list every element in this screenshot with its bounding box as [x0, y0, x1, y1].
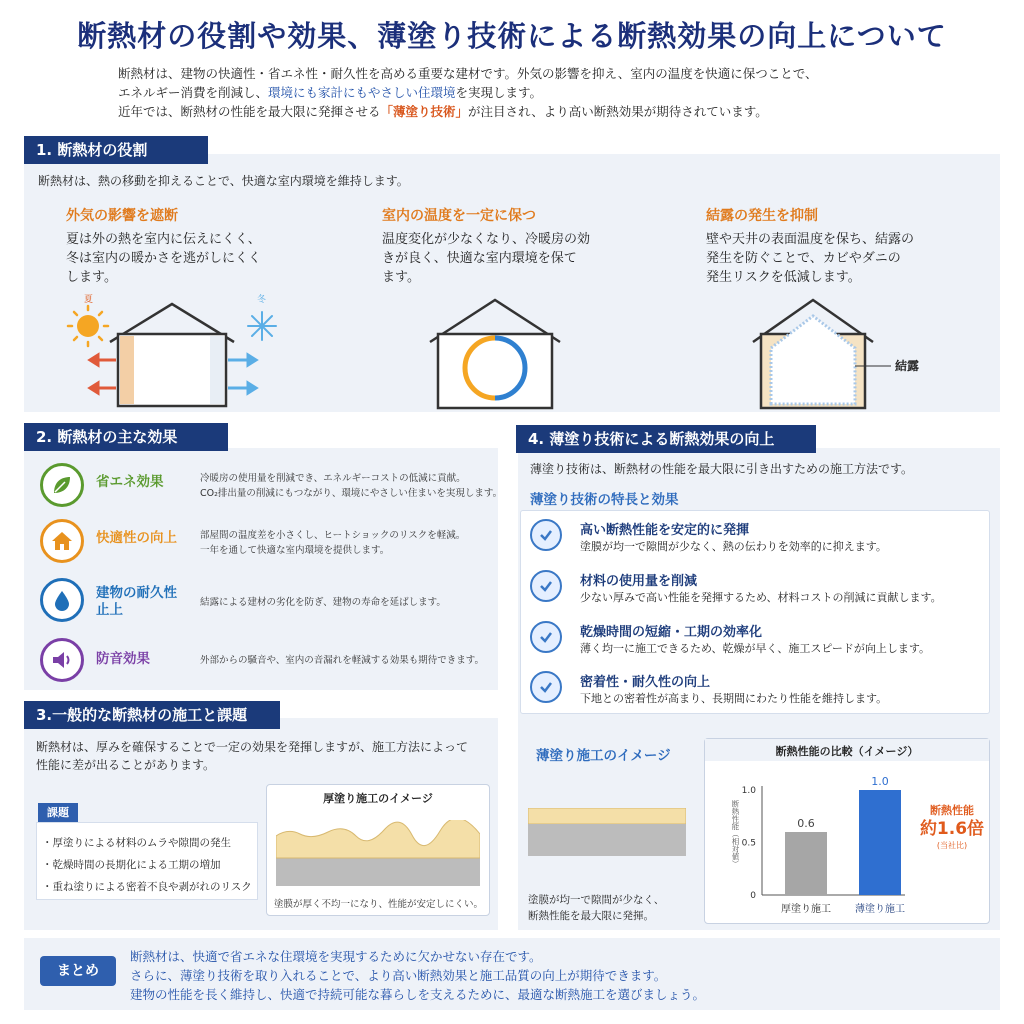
- intro-line-1: 断熱材は、建物の快適性・省エネ性・耐久性を高める重要な建材です。外気の影響を抑え、室内の温度を快適に保つことで、: [118, 66, 818, 81]
- thin-coat-caption: [528, 892, 664, 924]
- effect-2-desc: [200, 528, 465, 558]
- role-2-line: ます。: [382, 270, 420, 285]
- effect-1-desc-line: CO₂排出量の削減にもつながり、環境にやさしい住まいを実現します。: [200, 488, 503, 499]
- data-label: 1.0: [871, 775, 889, 788]
- ratio-label: 断熱性能: [930, 804, 974, 817]
- section-4-heading: 4. 薄塗り技術による断熱効果の向上: [516, 425, 816, 453]
- bar: [785, 832, 827, 895]
- role-3-title: 結露の発生を抑制: [706, 208, 818, 224]
- cold-arrows-right: [228, 355, 256, 393]
- effect-3-name-line: 止上: [96, 602, 123, 618]
- summary-text: [130, 947, 705, 1004]
- intro-highlight-env: 環境にも家計にもやさしい住環境: [268, 85, 456, 100]
- chart-y-axis-label: 断熱性能（相対値）: [731, 800, 740, 868]
- winter-label: 冬: [257, 295, 267, 305]
- bar: [859, 790, 901, 895]
- role-3-text: [706, 230, 914, 287]
- thick-coat-diagram: [276, 820, 480, 886]
- page-title: 断熱材の役割や効果、薄塗り技術による断熱効果の向上について: [77, 19, 947, 53]
- speaker-icon: [40, 638, 84, 682]
- role-1-line: 夏は外の熱を室内に伝えにくく、: [66, 232, 261, 247]
- effect-3-name-line: 建物の耐久性: [96, 585, 177, 601]
- intro-line-3c: が注目され、より高い断熱効果が期待されています。: [468, 104, 768, 119]
- thin-coat-caption-line: 塗膜が均一で隙間が少なく、: [528, 894, 665, 906]
- thick-coat-image-title: 厚塗り施工のイメージ: [323, 792, 433, 805]
- features-title: 薄塗り技術の特長と効果: [530, 492, 679, 508]
- comparison-bar-chart: [740, 770, 910, 920]
- ratio-value: 約1.6倍: [919, 819, 985, 839]
- role-2-line: きが良く、快適な室内環境を保て: [382, 251, 577, 266]
- feature-1-title: 高い断熱性能を安定的に発揮: [580, 523, 750, 538]
- role-1-text: [66, 230, 261, 287]
- intro-line-2: [118, 83, 918, 102]
- effect-3-name: [96, 585, 177, 619]
- category-label: 薄塗り施工: [855, 904, 905, 915]
- issue-tag: 課題: [38, 803, 78, 823]
- heat-arrows-left: [90, 355, 116, 393]
- house-condensation-illustration: [745, 296, 945, 410]
- water-drop-icon: [40, 578, 84, 622]
- section-2-heading: 2. 断熱材の主な効果: [24, 423, 228, 451]
- feature-3-desc: 薄く均一に施工できるため、乾燥が早く、施工スピードが向上します。: [580, 642, 931, 655]
- role-2-text: [382, 230, 590, 287]
- effect-1-desc: [200, 471, 502, 501]
- intro-line-2a: エネルギー消費を削減し、: [118, 85, 269, 100]
- section-4-lead: 薄塗り技術は、断熱材の性能を最大限に引き出すための施工方法です。: [530, 462, 914, 476]
- section-1-lead: 断熱材は、熱の移動を抑えることで、快適な室内環境を維持します。: [38, 174, 409, 188]
- issue-item: ・乾燥時間の長期化による工期の増加: [42, 859, 221, 871]
- y-tick-label: 0: [750, 891, 756, 901]
- house-insulation-illustration: [60, 290, 280, 410]
- issue-list: [42, 832, 252, 898]
- summary-line: さらに、薄塗り技術を取り入れることで、より高い断熱効果と施工品質の向上が期待できます。: [130, 968, 667, 983]
- intro-text: [118, 64, 918, 121]
- section-3-lead-line: 性能に差が出ることがあります。: [36, 758, 216, 772]
- data-label: 0.6: [797, 817, 815, 830]
- summary-line: 断熱材は、快適で省エネな住環境を実現するために欠かせない存在です。: [130, 949, 542, 964]
- check-icon: [530, 671, 562, 703]
- role-1-line: します。: [66, 270, 117, 285]
- effect-3-desc: 結露による建材の劣化を防ぎ、建物の寿命を延ばします。: [200, 597, 446, 608]
- ratio-note: (当社比): [936, 841, 968, 850]
- snowflake-icon: [248, 312, 276, 340]
- feature-4-title: 密着性・耐久性の向上: [580, 675, 711, 690]
- feature-4-desc: 下地との密着性が高まり、長期間にわたり性能を維持します。: [580, 692, 888, 705]
- role-2-line: 温度変化が少なくなり、冷暖房の効: [382, 232, 591, 247]
- feature-1-desc: 塗膜が均一で隙間が少なく、熱の伝わりを効率的に抑えます。: [580, 540, 887, 553]
- feature-3-title: 乾燥時間の短縮・工期の効率化: [580, 625, 763, 640]
- intro-line-3: [118, 102, 918, 121]
- check-icon: [530, 519, 562, 551]
- thin-coat-caption-line: 断熱性能を最大限に発揮。: [528, 910, 654, 922]
- thin-coat-diagram: [528, 808, 686, 856]
- home-icon: [40, 519, 84, 563]
- summary-tag: まとめ: [40, 956, 116, 986]
- check-icon: [530, 621, 562, 653]
- intro-line-3a: 近年では、断熱材の性能を最大限に発揮させる: [118, 104, 381, 119]
- y-tick-label: 1.0: [741, 786, 756, 796]
- summary-line: 建物の性能を長く維持し、快適で持続可能な暮らしを支えるために、最適な断熱施工を選びましょう。: [130, 987, 706, 1002]
- effect-2-desc-line: 部屋間の温度差を小さくし、ヒートショックのリスクを軽減。: [200, 530, 466, 541]
- effect-4-desc: 外部からの騒音や、室内の音漏れを軽減する効果も期待できます。: [200, 655, 485, 666]
- role-2-title: 室内の温度を一定に保つ: [382, 208, 536, 224]
- y-tick-label: 0.5: [741, 838, 756, 849]
- summer-label: 夏: [84, 295, 94, 305]
- comparison-title: 断熱性能の比較（イメージ）: [775, 745, 919, 758]
- effect-2-name: 快適性の向上: [96, 530, 177, 546]
- role-1-line: 冬は室内の暖かさを逃がしにくく: [66, 251, 262, 266]
- condensation-label: 結露: [895, 359, 920, 373]
- role-3-line: 発生リスクを低減します。: [706, 270, 861, 285]
- leaf-icon: [40, 463, 84, 507]
- sun-icon: [68, 306, 108, 346]
- effect-4-name: 防音効果: [96, 651, 150, 667]
- issue-item: ・重ね塗りによる密着不良や剥がれのリスク: [42, 881, 252, 893]
- section-3-lead-line: 断熱材は、厚みを確保することで一定の効果を発揮しますが、施工方法によって: [36, 740, 469, 754]
- effect-1-name: 省エネ効果: [96, 474, 164, 490]
- effect-2-desc-line: 一年を通して快適な室内環境を提供します。: [200, 545, 390, 556]
- feature-2-desc: 少ない厚みで高い性能を発揮するため、材料コストの削減に貢献します。: [580, 591, 942, 604]
- thin-coat-image-title: 薄塗り施工のイメージ: [536, 748, 671, 764]
- summary-panel: [24, 938, 1000, 1010]
- role-3-line: 壁や天井の表面温度を保ち、結露の: [706, 232, 915, 247]
- house-temperature-illustration: [420, 296, 570, 410]
- section-3-heading: 3.一般的な断熱材の施工と課題: [24, 701, 280, 729]
- intro-line-2c: を実現します。: [455, 85, 543, 100]
- role-1-title: 外気の影響を遮断: [66, 208, 178, 224]
- section-3-lead: [36, 738, 468, 774]
- section-1-heading: 1. 断熱材の役割: [24, 136, 208, 164]
- ratio-callout: [914, 802, 990, 851]
- category-label: 厚塗り施工: [781, 904, 831, 915]
- effect-1-desc-line: 冷暖房の使用量を削減でき、エネルギーコストの低減に貢献。: [200, 473, 466, 484]
- intro-highlight-thin: 「薄塗り技術」: [380, 104, 469, 119]
- issue-item: ・厚塗りによる材料のムラや隙間の発生: [42, 837, 231, 849]
- thick-coat-caption: 塗膜が厚く不均一になり、性能が安定しにくい。: [274, 899, 484, 910]
- feature-2-title: 材料の使用量を削減: [580, 574, 698, 589]
- check-icon: [530, 570, 562, 602]
- role-3-line: 発生を防ぐことで、カビやダニの: [706, 251, 901, 266]
